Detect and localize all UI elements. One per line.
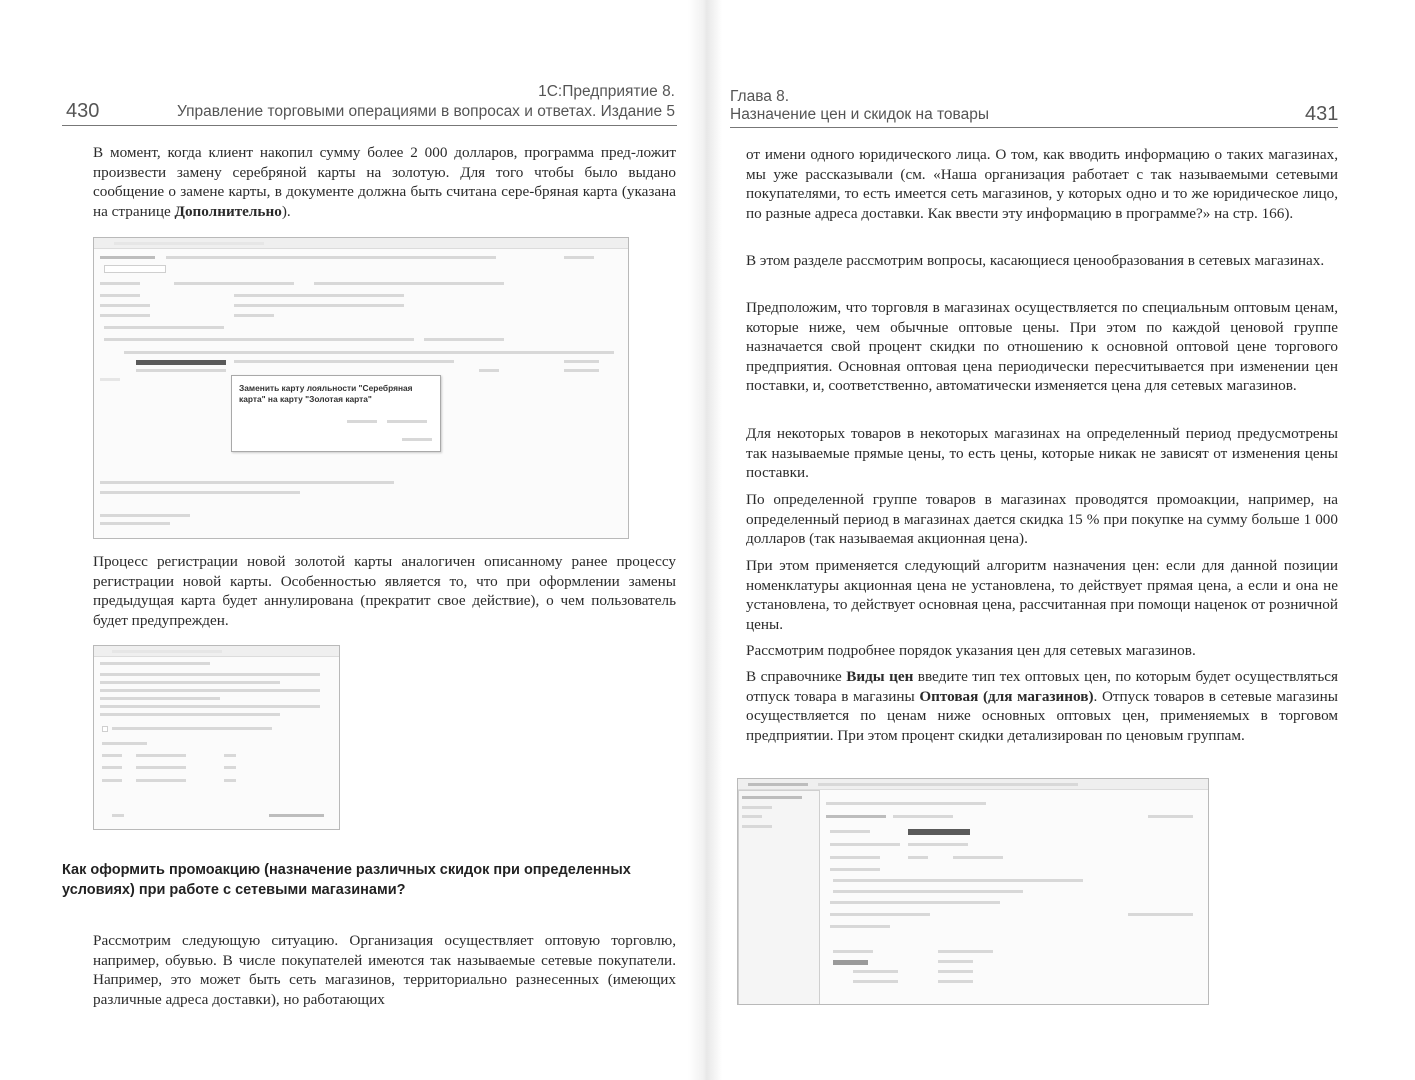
- left-paragraph-3: Рассмотрим следующую ситуацию. Организация осуществляет оптовую торговлю, например, обувью. В числе покупателей имеются так называемые сетевые покупатели. Например, это может быть сеть магазинов, территориально разнесенных (имеющих различные адреса доставки), но работающих: [93, 932, 676, 1008]
- left-page-number: 430: [66, 100, 100, 122]
- right-paragraph-7: Рассмотрим подробнее порядок указания цен для сетевых магазинов.: [746, 642, 1196, 659]
- right-paragraph-6: При этом применяется следующий алгоритм назначения цен: если для данной позиции номенклатуры акционная цена не установлена, то действует прямая цена, а если и она не установлена, то действует основная цена, рассчитанная при помощи наценок от розничной цены.: [746, 557, 1338, 633]
- right-paragraph-1: от имени одного юридического лица. О том, как вводить информацию о таких магазинах, мы уже рассказывали (см. «Наша организация работает с так называемыми сетевыми покупателями, то есть имеется сеть магазинов, у которых одно и то же юридическое лицо, по разные адреса доставки. Как ввести эту информацию в программе?» на стр. 166).: [746, 146, 1338, 222]
- replace-card-dialog-text: Заменить карту лояльности "Серебряная карта" на карту "Золотая карта": [239, 383, 413, 404]
- section-heading: Как оформить промоакцию (назначение различных скидок при определенных условиях) при работе с сетевыми магазинами?: [62, 862, 631, 898]
- right-page-number: 431: [1305, 103, 1339, 125]
- right-header-rule: [730, 127, 1338, 128]
- left-page: [0, 0, 700, 1080]
- right-paragraph-8: В справочнике Виды цен введите тип тех оптовых цен, по которым будет осуществляться отпуск товара в магазины Оптовая (для магазинов). Отпуск товаров в сетевые магазины осуществляется по ценам ниже основных оптовых цен, применяемых в торговом предприятии. При этом процент скидки детализирован по ценовым группам.: [746, 668, 1339, 744]
- right-paragraph-3: Предположим, что торговля в магазинах осуществляется по специальным оптовым ценам, которые ниже, чем обычные оптовые цены. При этом по каждой ценовой группе назначается свой процент скидки по отношению к основной оптовой цене торгового предприятия. Основная оптовая цена периодически пересчитывается при изменении цен поставки, и, соответственно, автоматически изменяется цена для сетевых магазинов.: [746, 299, 1338, 395]
- right-paragraph-4: Для некоторых товаров в некоторых магазинах на определенный период предусмотрены так называемые прямые цены, то есть цены, которые никак не зависят от изменения цены поставки.: [746, 425, 1338, 482]
- right-page: [700, 0, 1415, 1080]
- right-paragraph-2: В этом разделе рассмотрим вопросы, касающиеся ценообразования в сетевых магазинах.: [746, 252, 1325, 269]
- chapter-label: Глава 8.: [730, 88, 790, 105]
- replace-card-dialog: [231, 375, 441, 452]
- chapter-title: Назначение цен и скидок на товары: [730, 106, 989, 123]
- figure-1-screenshot: [93, 237, 629, 539]
- left-paragraph-1: В момент, когда клиент накопил сумму более 2 000 долларов, программа пред-ложит произвести замену серебряной карты на золотую. Для того чтобы было выдано сообщение о замене карты, в документе должна быть считана сере-бряная карта (указана на странице Дополнительно).: [93, 144, 676, 220]
- figure-2-screenshot: [93, 645, 340, 830]
- left-running-title-line1: 1С:Предприятие 8.: [538, 83, 675, 100]
- right-paragraph-5: По определенной группе товаров в магазинах проводятся промоакции, например, на определенный период в магазинах дается скидка 15 % при покупке на сумму больше 1 000 долларов (так называемая акционная цена).: [746, 491, 1338, 548]
- left-running-title-line2: Управление торговыми операциями в вопросах и ответах. Издание 5: [176, 103, 675, 120]
- left-header-rule: [62, 125, 677, 126]
- left-paragraph-2: Процесс регистрации новой золотой карты аналогичен описанному ранее процессу регистрации новой карты. Особенностью является то, что при оформлении замены предыдущая карта будет аннулирована (прекратит свое действие), о чем пользователь будет предупрежден.: [93, 553, 676, 629]
- figure-3-screenshot: [737, 778, 1209, 1005]
